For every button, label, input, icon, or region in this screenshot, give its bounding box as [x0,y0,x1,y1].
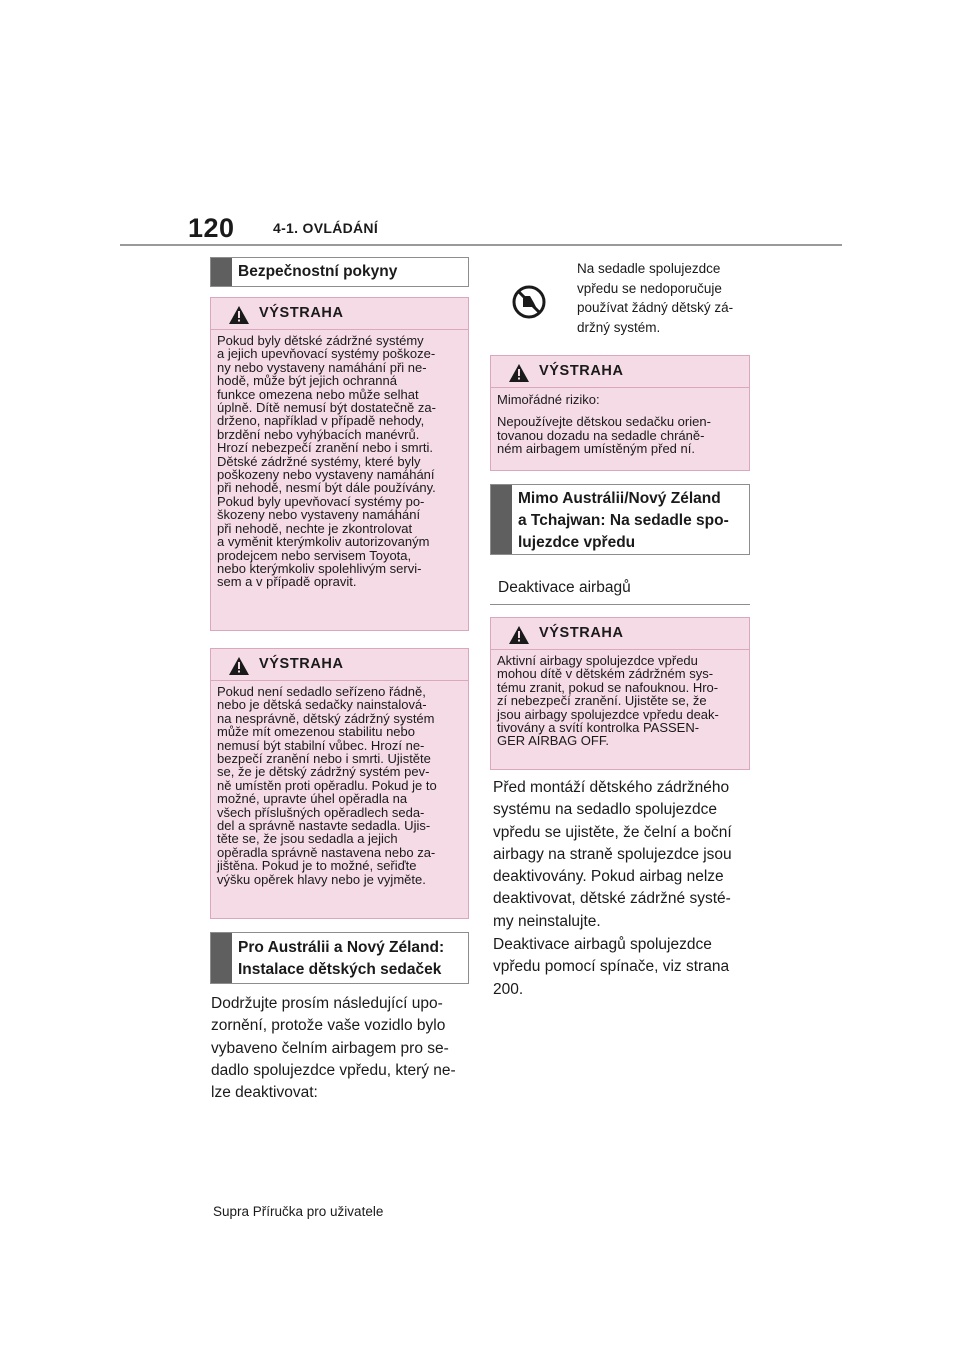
warning-line: GER AIRBAG OFF. [497,733,609,749]
warning-line: škozeny nebo vystaveny namáhání [217,507,421,523]
warning-line: hodě, může být jejich ochranná [217,373,397,389]
heading-bar [211,933,232,983]
warning-line: funkce omezena nebo může selhat [217,386,419,402]
warning-label: VÝSTRAHA [259,656,344,672]
paragraph-line: vpředu se ujistěte, že čelní a boční [493,823,732,841]
heading-line: Pro Austrálii a Nový Zéland: [238,939,445,956]
warning-label: VÝSTRAHA [259,305,344,321]
warning-triangle-icon [229,306,249,324]
note-line: držný systém. [577,319,661,335]
heading-line: Mimo Austrálii/Nový Zéland [518,490,721,507]
no-child-seat-icon [512,285,546,319]
paragraph-line: vybaveno čelním airbagem pro se- [211,1039,449,1057]
warning-line: jištěna. Pokud je to možné, seřiďte [217,858,417,874]
warning-box-seat-adjustment [210,648,469,919]
paragraph-line: lze deaktivovat: [211,1084,318,1102]
header-divider [120,244,842,246]
warning-line: může mít omezenou stabilitu nebo [217,724,415,740]
warning-line: jsou airbagy spolujezdce vpředu deak- [497,706,719,722]
paragraph-before-installation [493,777,755,933]
warning-line: se, že je dětský zádržný systém pev- [217,764,430,780]
paragraph-line: deaktivovat, dětské zádržné systé- [493,890,731,908]
deactivation-heading: Deaktivace airbagů [498,579,631,596]
warning-line: a vyměnit kterýmkoliv autorizovaným [217,534,430,550]
warning-line: brzdění nebo vyhýbacích manévrů. [217,426,420,442]
warning-line: výšku opěrek hlavy nebo je vyjměte. [217,871,426,887]
warning-line: opěradla správně nastavena nebo za- [217,844,436,860]
paragraph-line: Před montáží dětského zádržného [493,779,730,796]
paragraph-australia-nz [211,993,473,1104]
paragraph-line: zornění, protože vaše vozidlo bylo [211,1017,446,1035]
heading-line: Instalace dětských sedaček [238,961,442,978]
warning-line: těte se, že jsou sedadla a jejich [217,831,398,847]
warning-line: drženo, například v případě nehody, [217,413,425,429]
warning-line: del a správně nastavte sedadla. Ujis- [217,818,431,834]
heading-text [518,488,743,554]
deactivation-divider [490,604,750,605]
heading-text [238,937,462,981]
paragraph-line: my neinstalujte. [493,912,601,930]
warning-line: nebo je dětská sedačky nainstalová- [217,697,427,713]
warning-line: sem a v případě opravit. [217,574,357,590]
paragraph-line: Deaktivace airbagů spolujezdce [493,936,712,953]
warning-line: tivovány a svítí kontrolka PASSEN- [497,720,700,736]
warning-line: nebo kterýmkoliv spolehlivým servi- [217,560,422,576]
page-number: 120 [188,213,235,243]
paragraph-line: airbagy na straně spolujezdce jsou [493,845,732,863]
warning-line: ny nebo vystaveny namáhání při ne- [217,359,427,375]
note-line: používat žádný dětský zá- [577,300,734,315]
heading-line: a Tchajwan: Na sedadle spo- [518,512,729,529]
warning-line: Mimořádné riziko: [497,392,600,407]
warning-line: na nesprávně, dětský zádržný systém [217,710,435,726]
warning-line: poškozeny nebo vystaveny namáhání [217,467,435,483]
heading-australia-nz [210,932,469,984]
note-no-child-seat [577,259,757,337]
warning-line: Pokud byly dětské zádržné systémy [217,333,424,348]
warning-text [491,650,749,748]
paragraph-line: systému na sedadlo spolujezdce [493,801,718,819]
warning-box-rear-facing [490,355,750,471]
warning-line: tému zranit, pokud se nafouknou. Hro- [497,679,719,695]
paragraph-line: deaktivovány. Pokud airbag nelze [493,868,724,886]
heading-line: lujezdce vpředu [518,534,636,551]
warning-line: tovanou dozadu na sedadle chráně- [497,427,705,443]
warning-line: prodejcem nebo servisem Toyota, [217,547,412,563]
warning-line: ném airbagem umístěným před ní. [497,441,695,457]
warning-header [491,356,749,388]
warning-line: zí nebezpečí zranění. Ujistěte se, že [497,693,707,709]
warning-text [211,681,468,886]
warning-line: při nehodě, nechte je zkontrolovat [217,520,413,536]
warning-line: nemusí být stabilní vůbec. Hrozí ne- [217,737,425,753]
warning-header [491,618,749,650]
warning-line: mohou dítě v dětském zádržném sys- [497,666,714,682]
warning-text [211,330,468,589]
warning-line: Pokud není sedadlo seřízeno řádně, [217,684,426,699]
warning-triangle-icon [229,657,249,675]
warning-line: Nepoužívejte dětskou sedačku orien- [497,414,711,430]
warning-label: VÝSTRAHA [539,363,624,379]
warning-triangle-icon [509,626,529,644]
warning-line: bezpečí zranění nebo i smrti. Ujistěte [217,751,431,767]
heading-bar [211,258,232,286]
warning-line: všech příslušných opěradlech seda- [217,804,425,820]
warning-line: ně umístěn proti opěradlu. Pokud je to [217,777,437,793]
warning-line: možné, upravte úhel opěradla na [217,791,408,807]
warning-line: úplně. Dítě nemusí být dostatečně za- [217,400,436,416]
note-line: Na sedadle spolujezdce [577,261,721,276]
warning-line: a jejich upevňovací systémy poškoze- [217,346,436,362]
paragraph-deactivation-switch [493,934,755,1001]
warning-header [211,649,468,681]
warning-line: při nehodě, nesmí být dále používány. [217,480,436,496]
heading-text: Bezpečnostní pokyny [238,263,398,280]
warning-label: VÝSTRAHA [539,625,624,641]
footer-manual-title: Supra Příručka pro uživatele [213,1204,384,1219]
paragraph-line: vpředu pomocí spínače, viz strana [493,958,730,976]
section-title: 4-1. OVLÁDÁNÍ [273,220,379,236]
heading-bar [491,485,512,554]
note-line: vpředu se nedoporučuje [577,280,722,296]
paragraph-line: 200. [493,980,524,998]
warning-header [211,298,468,330]
heading-safety-instructions [210,257,469,287]
warning-line: Pokud byly upevňovací systémy po- [217,493,425,509]
warning-line: Aktivní airbagy spolujezdce vpředu [497,653,698,668]
warning-line: Dětské zádržné systémy, které byly [217,453,421,469]
warning-triangle-icon [509,364,529,382]
warning-box-airbag-deactivation [490,617,750,770]
warning-text [491,388,749,456]
warning-box-damaged-restraints [210,297,469,631]
paragraph-line: Dodržujte prosím následující upo- [211,995,443,1012]
warning-line: Hrozí nebezpečí zranění nebo i smrti. [217,440,434,456]
heading-outside-australia [490,484,750,555]
paragraph-line: dadlo spolujezdce vpředu, který ne- [211,1061,456,1079]
